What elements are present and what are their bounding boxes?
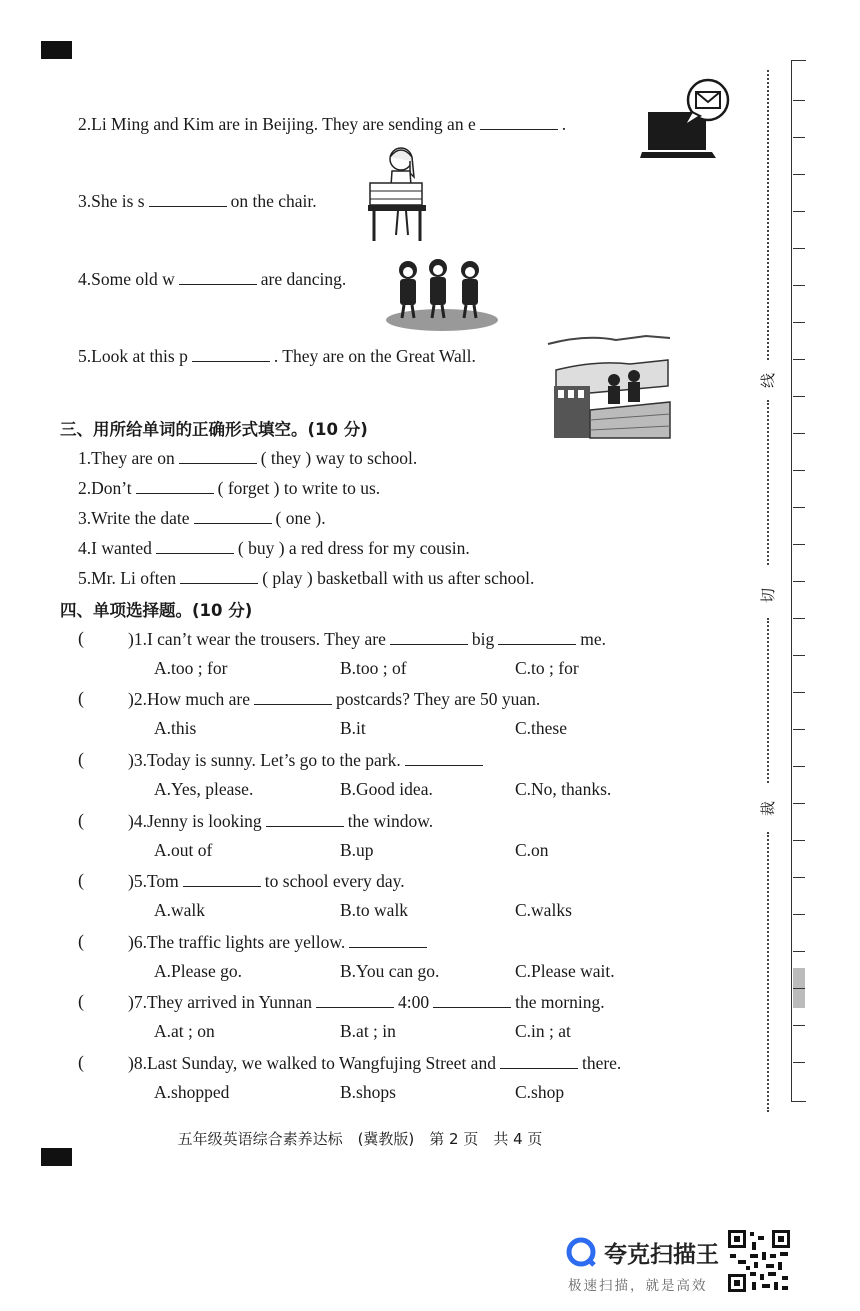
ruler-tick	[793, 1062, 805, 1063]
cut-line-dots	[767, 400, 769, 565]
page-footer: 五年级英语综合素养达标 (冀教版) 第 2 页 共 4 页	[177, 1130, 543, 1148]
email-laptop-image	[640, 78, 735, 160]
old-women-dancing-image	[384, 254, 500, 332]
fill-blank-5: 5.Look at this p . They are on the Great Wall.	[78, 346, 476, 366]
cut-line-dots	[767, 618, 769, 783]
ruler-tick	[793, 766, 805, 767]
ruler-tick	[793, 433, 805, 434]
girl-sitting-image	[364, 143, 434, 243]
cut-line-char: 切	[759, 587, 778, 604]
option-a[interactable]: A.Please go.	[154, 961, 242, 981]
question-1: )1.I can’t wear the trousers. They are big me.	[128, 629, 606, 649]
answer-blank[interactable]	[349, 933, 427, 948]
answer-blank[interactable]	[179, 449, 257, 464]
section-3-title: 三、用所给单词的正确形式填空。(10 分)	[60, 420, 368, 439]
great-wall-image	[546, 330, 672, 440]
option-c[interactable]: C.to ; for	[515, 658, 579, 678]
option-a[interactable]: A.out of	[154, 840, 213, 860]
ruler-tick	[793, 914, 805, 915]
ruler-tick	[793, 729, 805, 730]
cut-line-dots	[767, 70, 769, 360]
answer-paren[interactable]: (	[78, 810, 84, 830]
answer-blank[interactable]	[254, 690, 332, 705]
ruler-tick	[793, 211, 805, 212]
ruler-tick	[793, 544, 805, 545]
answer-blank[interactable]	[194, 509, 272, 524]
fill-blank-4: 4.Some old w are dancing.	[78, 269, 347, 289]
ruler-tick	[793, 322, 805, 323]
ruler-tick	[793, 618, 805, 619]
ruler-tick	[793, 988, 805, 989]
section-4-title: 四、单项选择题。(10 分)	[60, 601, 253, 620]
option-a[interactable]: A.walk	[154, 900, 206, 920]
answer-blank[interactable]	[498, 630, 576, 645]
option-c[interactable]: C.on	[515, 840, 549, 860]
qr-code-image	[726, 1228, 792, 1294]
answer-paren[interactable]: (	[78, 991, 84, 1011]
option-c[interactable]: C.walks	[515, 900, 572, 920]
answer-blank[interactable]	[266, 812, 344, 827]
option-a[interactable]: A.this	[154, 718, 197, 738]
option-b[interactable]: B.up	[340, 840, 374, 860]
answer-blank[interactable]	[316, 993, 394, 1008]
answer-paren[interactable]: (	[78, 688, 84, 708]
ruler-tick	[793, 470, 805, 471]
answer-blank[interactable]	[136, 479, 214, 494]
fill-blank-3: 3.She is s on the chair.	[78, 191, 317, 211]
answer-blank[interactable]	[149, 192, 227, 207]
answer-blank[interactable]	[192, 347, 270, 362]
registration-mark-bottom	[41, 1148, 72, 1166]
question-4: )4.Jenny is looking the window.	[128, 811, 434, 831]
s3-item-5: 5.Mr. Li often ( play ) basketball with us after school.	[78, 568, 535, 588]
option-c[interactable]: C.in ; at	[515, 1021, 571, 1041]
registration-mark-top	[41, 41, 72, 59]
question-8: )8.Last Sunday, we walked to Wangfujing Street and there.	[128, 1053, 622, 1073]
option-a[interactable]: A.too ; for	[154, 658, 228, 678]
answer-paren[interactable]: (	[78, 749, 84, 769]
option-b[interactable]: B.shops	[340, 1082, 396, 1102]
question-6: )6.The traffic lights are yellow.	[128, 931, 431, 953]
s3-item-3: 3.Write the date ( one ).	[78, 508, 326, 528]
ruler-tick	[793, 840, 805, 841]
ruler-tick	[793, 396, 805, 397]
ruler-tick	[793, 655, 805, 656]
answer-blank[interactable]	[183, 872, 261, 887]
answer-blank[interactable]	[480, 115, 558, 130]
s3-item-4: 4.I wanted ( buy ) a red dress for my cousin.	[78, 538, 470, 558]
answer-blank[interactable]	[180, 569, 258, 584]
ruler-tick	[793, 100, 805, 101]
cut-line-char: 裁	[759, 800, 778, 817]
ruler-tick	[793, 248, 805, 249]
answer-paren[interactable]: (	[78, 628, 84, 648]
option-c[interactable]: C.No, thanks.	[515, 779, 612, 799]
ruler-tick	[793, 951, 805, 952]
question-5: )5.Tom to school every day.	[128, 871, 405, 891]
ruler-tick	[793, 359, 805, 360]
question-2: )2.How much are postcards? They are 50 yuan.	[128, 689, 541, 709]
ruler-tick	[793, 1025, 805, 1026]
answer-blank[interactable]	[390, 630, 468, 645]
ruler-tick	[793, 581, 805, 582]
answer-blank[interactable]	[405, 751, 483, 766]
cut-line-char: 线	[759, 372, 778, 389]
answer-blank[interactable]	[500, 1054, 578, 1069]
ruler-tick	[793, 877, 805, 878]
option-a[interactable]: A.at ; on	[154, 1021, 215, 1041]
answer-paren[interactable]: (	[78, 870, 84, 890]
option-c[interactable]: C.shop	[515, 1082, 565, 1102]
ruler-tick	[793, 803, 805, 804]
watermark-slogan: 极速扫描，就是高效	[568, 1278, 708, 1294]
question-7: )7.They arrived in Yunnan 4:00 the morning.	[128, 992, 605, 1012]
s3-item-2: 2.Don’t ( forget ) to write to us.	[78, 478, 381, 498]
option-c[interactable]: C.Please wait.	[515, 961, 615, 981]
option-a[interactable]: A.shopped	[154, 1082, 230, 1102]
option-b[interactable]: B.Good idea.	[340, 779, 433, 799]
answer-blank[interactable]	[156, 539, 234, 554]
option-c[interactable]: C.these	[515, 718, 568, 738]
ruler-tick	[793, 137, 805, 138]
cut-line-dots	[767, 832, 769, 1112]
ruler-tick	[793, 285, 805, 286]
option-a[interactable]: A.Yes, please.	[154, 779, 254, 799]
option-b[interactable]: B.at ; in	[340, 1021, 396, 1041]
option-b[interactable]: B.to walk	[340, 900, 409, 920]
scanner-logo-icon	[566, 1237, 596, 1267]
question-3: )3.Today is sunny. Let’s go to the park.	[128, 749, 487, 771]
option-b[interactable]: B.it	[340, 718, 366, 738]
answer-blank[interactable]	[433, 993, 511, 1008]
answer-blank[interactable]	[179, 270, 257, 285]
ruler-tick	[793, 692, 805, 693]
s3-item-1: 1.They are on ( they ) way to school.	[78, 448, 418, 468]
fill-blank-2: 2.Li Ming and Kim are in Beijing. They are sending an e .	[78, 114, 567, 134]
answer-paren[interactable]: (	[78, 931, 84, 951]
option-b[interactable]: B.too ; of	[340, 658, 407, 678]
watermark-brand: 夸克扫描王	[604, 1242, 719, 1268]
ruler-tick	[793, 507, 805, 508]
ruler-tick	[793, 174, 805, 175]
option-b[interactable]: B.You can go.	[340, 961, 440, 981]
answer-paren[interactable]: (	[78, 1052, 84, 1072]
